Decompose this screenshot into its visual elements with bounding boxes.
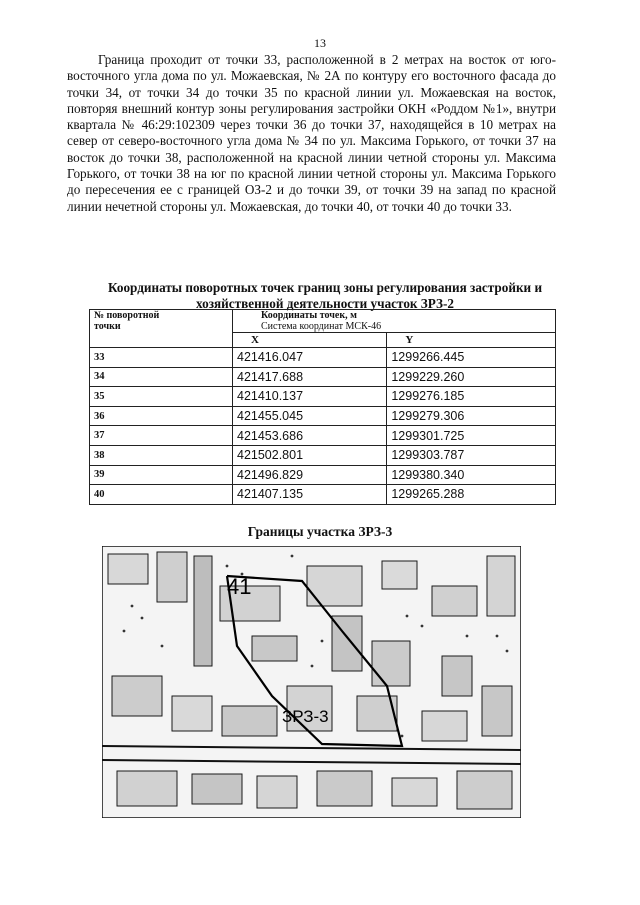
header-coords bbox=[233, 310, 556, 333]
table-row bbox=[90, 445, 556, 465]
y-value: 1299380.340 bbox=[387, 465, 556, 485]
page-number: 13 bbox=[314, 36, 326, 50]
point-number: 37 bbox=[90, 426, 233, 446]
x-value: 421410.137 bbox=[233, 387, 387, 407]
point-number: 36 bbox=[90, 406, 233, 426]
x-value: 421455.045 bbox=[233, 406, 387, 426]
header-point bbox=[90, 310, 233, 348]
header-x: X bbox=[233, 333, 387, 348]
x-value: 421496.829 bbox=[233, 465, 387, 485]
map-label-41: 41 bbox=[227, 574, 252, 599]
table-row bbox=[90, 348, 556, 368]
y-value: 1299303.787 bbox=[387, 445, 556, 465]
y-value: 1299266.445 bbox=[387, 348, 556, 368]
header-coords-line1: Координаты точек, м bbox=[261, 310, 357, 321]
x-value: 421407.135 bbox=[233, 485, 387, 505]
table-row bbox=[90, 426, 556, 446]
header-point-line1: № поворотной bbox=[94, 310, 160, 321]
map-label-zone: ЗРЗ-3 bbox=[282, 707, 329, 726]
boundary-description: Граница проходит от точки 33, расположенной в 2 метрах на восток от юго-восточного угла дома по ул. Можаевская, № 2А по контуру его восточного фасада до точки 34, от точки 34 до точки 35 по красной линии ул. Можаевская на восток, повторяя внешний контур зоны регулирования застройки ОКН «Роддом №1», внутри квартала № 46:29:102309 через точки 36 до точки 37, находящейся в 10 метрах на север от северо-восточного угла дома № 34 по ул. Максима Горького, от точки 37 на восток до точки 38, расположенной на красной линии четной стороны ул. Максима Горького, от точки 38 на юг по красной линии четной стороны ул. Максима Горького до пересечения ее с границей ОЗ-2 и до точки 39, от точки 39 на запад по красной линии нечетной стороны ул. Можаевская, до точки 40, от точки 40 до точки 33. bbox=[67, 52, 556, 214]
table-row bbox=[90, 406, 556, 426]
y-value: 1299279.306 bbox=[387, 406, 556, 426]
y-value: 1299265.288 bbox=[387, 485, 556, 505]
x-value: 421502.801 bbox=[233, 445, 387, 465]
point-number: 38 bbox=[90, 445, 233, 465]
point-number: 33 bbox=[90, 348, 233, 368]
header-y: Y bbox=[387, 333, 556, 348]
point-number: 40 bbox=[90, 485, 233, 505]
table-row bbox=[90, 367, 556, 387]
point-number: 35 bbox=[90, 387, 233, 407]
header-coords-line2: Система координат МСК-46 bbox=[261, 321, 382, 332]
x-value: 421416.047 bbox=[233, 348, 387, 368]
table-title: Координаты поворотных точек границ зоны регулирования застройки и хозяйственной деятельности участок ЗРЗ-2 bbox=[107, 280, 543, 311]
y-value: 1299229.260 bbox=[387, 367, 556, 387]
x-value: 421453.686 bbox=[233, 426, 387, 446]
coordinates-table bbox=[89, 309, 556, 505]
point-number: 39 bbox=[90, 465, 233, 485]
map-title: Границы участка ЗРЗ-3 bbox=[247, 524, 393, 539]
y-value: 1299301.725 bbox=[387, 426, 556, 446]
point-number: 34 bbox=[90, 367, 233, 387]
table-row bbox=[90, 387, 556, 407]
cadastral-map bbox=[102, 546, 521, 818]
x-value: 421417.688 bbox=[233, 367, 387, 387]
header-point-line2: точки bbox=[94, 321, 121, 332]
table-header-row bbox=[90, 310, 556, 333]
y-value: 1299276.185 bbox=[387, 387, 556, 407]
table-row bbox=[90, 485, 556, 505]
table-row bbox=[90, 465, 556, 485]
